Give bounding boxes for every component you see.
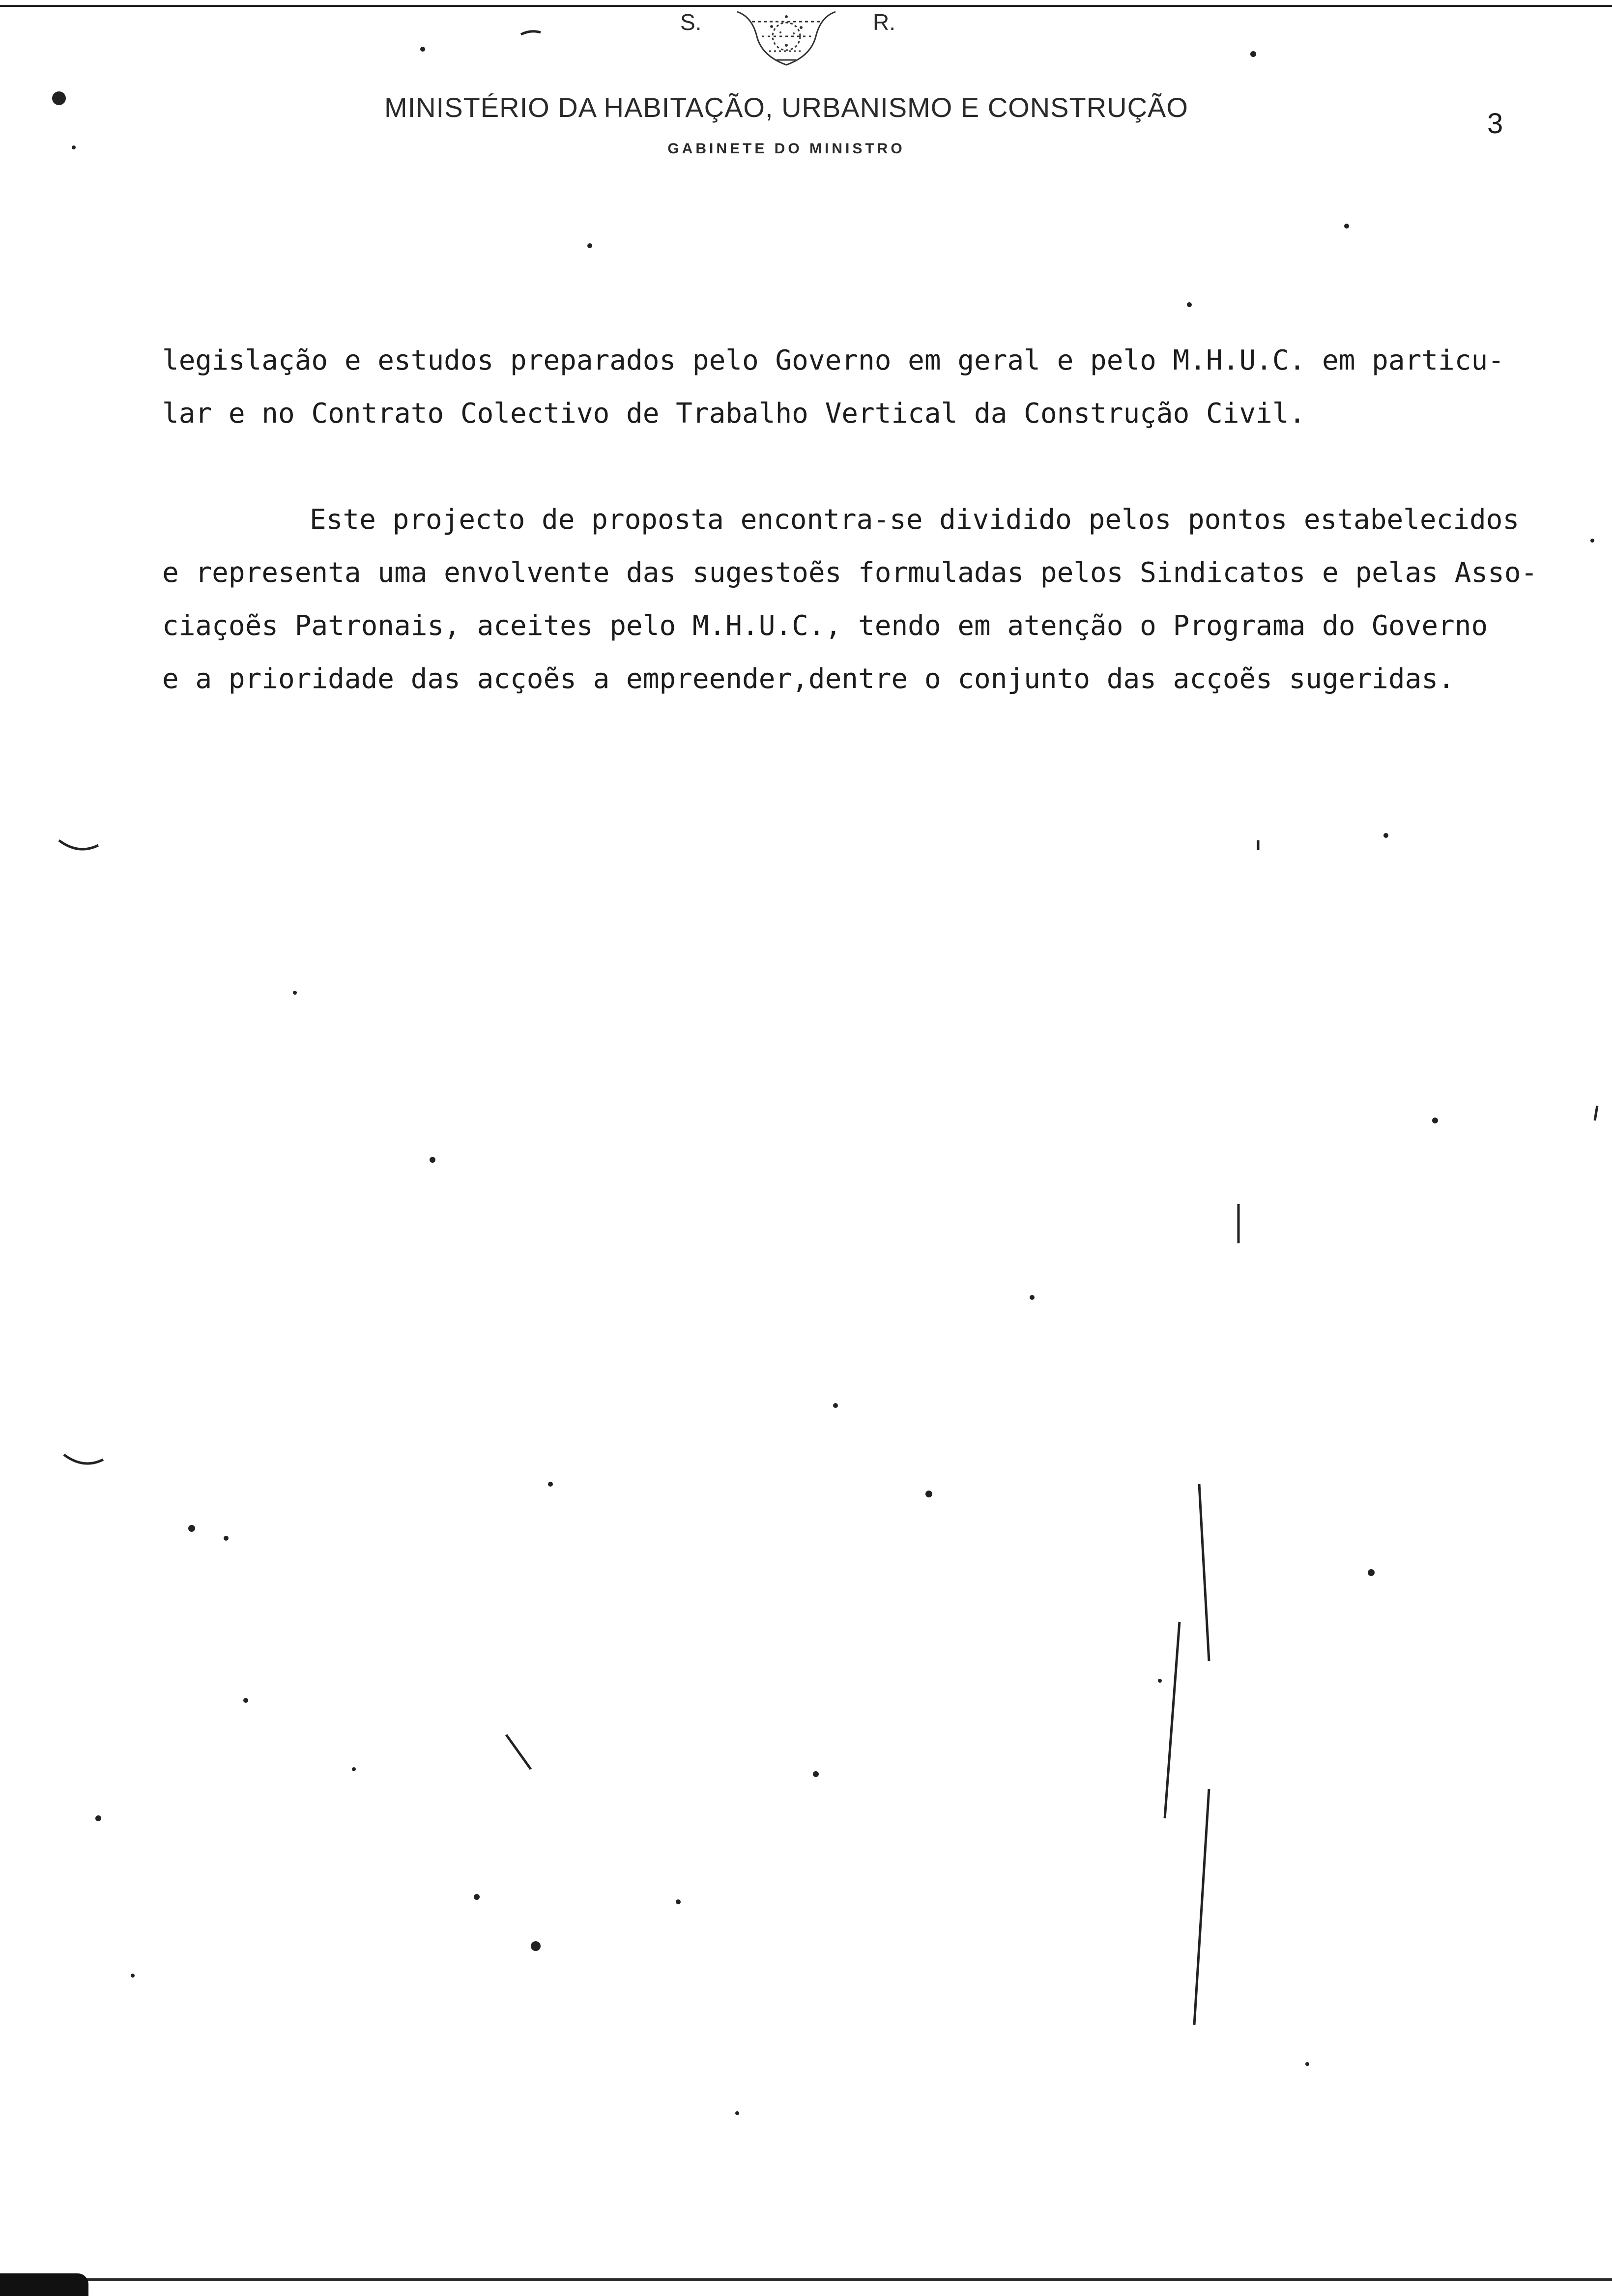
ministry-name: MINISTÉRIO DA HABITAÇÃO, URBANISMO E CONSTRUÇÃO — [384, 92, 1188, 123]
cabinet-subtitle: GABINETE DO MINISTRO — [667, 141, 905, 157]
seal-letter-s: S. — [680, 9, 702, 35]
corner-smudge — [0, 2273, 88, 2296]
coat-of-arms-seal-icon — [722, 2, 850, 71]
page-number: 3 — [1487, 108, 1503, 140]
letterhead — [0, 0, 1612, 177]
paragraph-2-line: e a prioridade das acçoẽs a empreender,dentre o conjunto das acçoẽs sugeridas. — [162, 663, 1455, 695]
bottom-edge-rule — [0, 2278, 1612, 2281]
seal-letter-r: R. — [873, 9, 895, 35]
paragraph-2-line: Este projecto de proposta encontra-se dividido pelos pontos estabelecidos — [310, 504, 1520, 536]
paragraph-1-line: legislação e estudos preparados pelo Governo em geral e pelo M.H.U.C. em particu- — [162, 344, 1504, 376]
paragraph-1-line: lar e no Contrato Colectivo de Trabalho Vertical da Construção Civil. — [162, 398, 1306, 430]
paragraph-2-line: ciaçoẽs Patronais, aceites pelo M.H.U.C., tendo em atenção o Programa do Governo — [162, 610, 1488, 642]
paragraph-2-line: e representa uma envolvente das sugestoẽs formuladas pelos Sindicatos e pelas Asso- — [162, 557, 1538, 589]
body-text — [162, 334, 1578, 706]
